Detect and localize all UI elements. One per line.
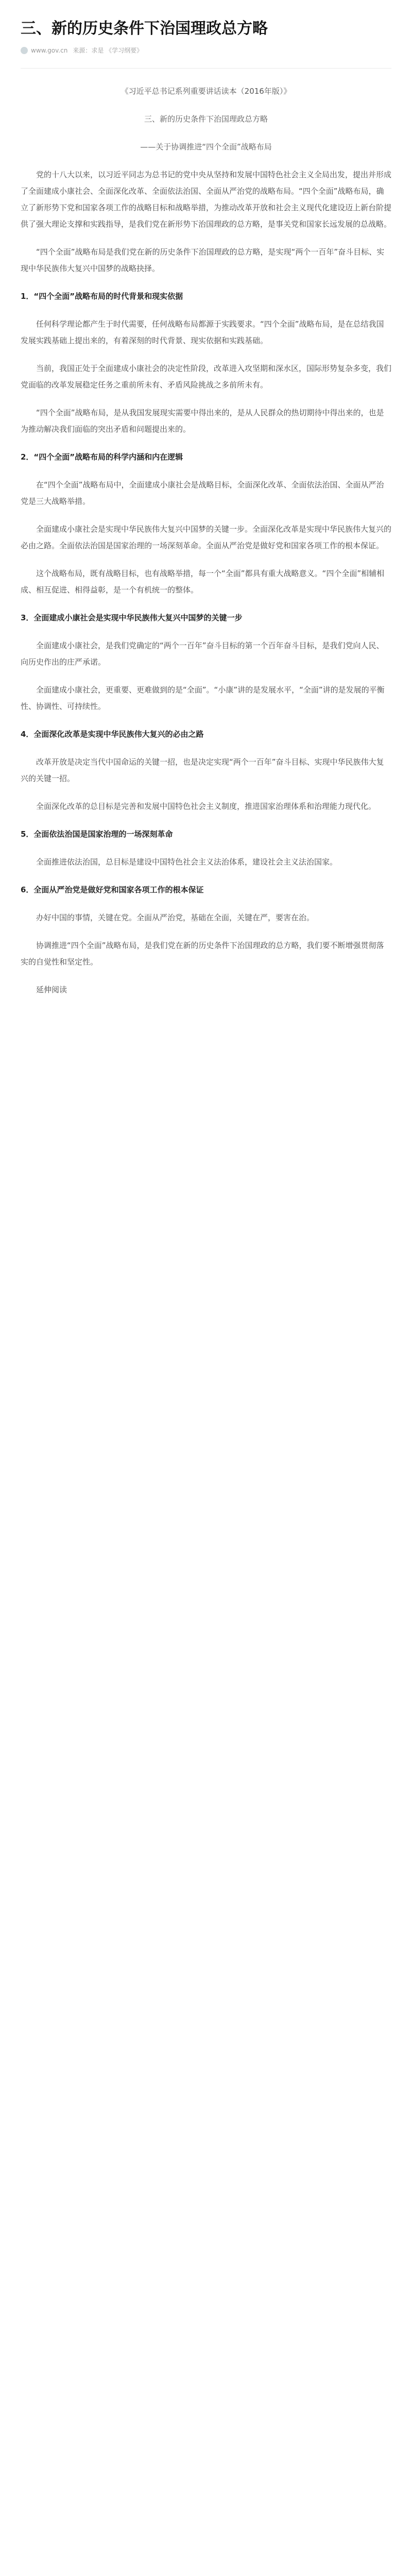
paragraph: 党的十八大以来，以习近平同志为总书记的党中央从坚持和发展中国特色社会主义全局出发，提出并形成了全面建成小康社会、全面深化改革、全面依法治国、全面从严治党的战略布局。“四个全面”战略布局，确立了新形势下党和国家各项工作的战略目标和战略举措，为推动改革开放和社会主义现代化建设迈上新台阶提供了强大理论支撑和实践指导，是我们党在新形势下治国理政的总方略，是事关党和国家长远发展的总战略。 <box>21 170 392 229</box>
paragraph: “四个全面”战略布局是我们党在新的历史条件下治国理政的总方略，是实现“两个一百年”奋斗目标、实现中华民族伟大复兴中国梦的战略抉择。 <box>21 247 385 273</box>
article-meta <box>21 46 391 55</box>
sub-heading: 2．“四个全面”战略布局的科学内涵和内在逻辑 <box>21 452 183 462</box>
paragraph: 这个战略布局，既有战略目标，也有战略举措，每一个“全面”都具有重大战略意义。“四个全面”相辅相成、相互促进、相得益彰，是一个有机统一的整体。 <box>21 569 385 595</box>
paragraphs <box>21 166 391 970</box>
paragraph: “四个全面”战略布局，是从我国发展现实需要中得出来的，是从人民群众的热切期待中得出来的，也是为推动解决我们面临的突出矛盾和问题提出来的。 <box>21 408 384 434</box>
sub-heading: 5．全面依法治国是国家治理的一场深刻革命 <box>21 829 173 839</box>
paragraph: 在“四个全面”战略布局中，全面建成小康社会是战略目标，全面深化改革、全面依法治国、全面从严治党是三大战略举措。 <box>21 480 384 506</box>
sub-heading: 6．全面从严治党是做好党和国家各项工作的根本保证 <box>21 885 204 894</box>
sub-heading: 1．“四个全面”战略布局的时代背景和现实依据 <box>21 292 183 301</box>
paragraph: 全面建成小康社会，更重要、更难做到的是“全面”。“小康”讲的是发展水平，“全面”讲的是发展的平衡性、协调性、可持续性。 <box>21 685 385 711</box>
section-subheading: ——关于协调推进“四个全面”战略布局 <box>140 142 272 151</box>
article-body <box>21 83 391 998</box>
source-line: 《习近平总书记系列重要讲话读本（2016年版）》 <box>121 87 291 96</box>
paragraph: 全面建成小康社会，是我们党确定的“两个一百年”奋斗目标的第一个百年奋斗目标，是我们党向人民、向历史作出的庄严承诺。 <box>21 641 384 667</box>
author-avatar <box>21 47 28 54</box>
article-author[interactable]: www.gov.cn <box>31 46 68 54</box>
paragraph: 全面建成小康社会是实现中华民族伟大复兴中国梦的关键一步。全面深化改革是实现中华民族伟大复兴的必由之路。全面依法治国是国家治理的一场深刻革命。全面从严治党是做好党和国家各项工作的根本保证。 <box>21 524 392 550</box>
article <box>21 19 391 1009</box>
section-heading: 三、新的历史条件下治国理政总方略 <box>144 114 268 124</box>
divider <box>21 68 391 69</box>
paragraph: 任何科学理论都产生于时代需要，任何战略布局都源于实践要求。“四个全面”战略布局，是在总结我国发展实践基础上提出来的，有着深刻的时代背景、现实依据和实践基础。 <box>21 319 384 345</box>
paragraph: 全面推进依法治国，总目标是建设中国特色社会主义法治体系，建设社会主义法治国家。 <box>36 857 338 867</box>
paragraph: 办好中国的事情，关键在党。全面从严治党，基础在全面，关键在严，要害在治。 <box>36 913 315 922</box>
paragraph: 改革开放是决定当代中国命运的关键一招，也是决定实现“两个一百年”奋斗目标、实现中华民族伟大复兴的关键一招。 <box>21 757 384 783</box>
sub-heading: 3．全面建成小康社会是实现中华民族伟大复兴中国梦的关键一步 <box>21 613 243 622</box>
article-source: 来源：求是 《学习纲要》 <box>73 47 143 54</box>
paragraph: 协调推进“四个全面”战略布局，是我们党在新的历史条件下治国理政的总方略，我们要不断增强贯彻落实的自觉性和坚定性。 <box>21 941 384 967</box>
paragraph: 全面深化改革的总目标是完善和发展中国特色社会主义制度，推进国家治理体系和治理能力现代化。 <box>36 802 376 811</box>
paragraph: 当前，我国正处于全面建成小康社会的决定性阶段，改革进入攻坚期和深水区，国际形势复杂多变，我们党面临的改革发展稳定任务之重前所未有、矛盾风险挑战之多前所未有。 <box>21 364 392 389</box>
article-title: 三、新的历史条件下治国理政总方略 <box>21 20 268 38</box>
sub-heading: 4．全面深化改革是实现中华民族伟大复兴的必由之路 <box>21 730 204 739</box>
closing-link[interactable]: 延伸阅读 <box>36 985 67 994</box>
